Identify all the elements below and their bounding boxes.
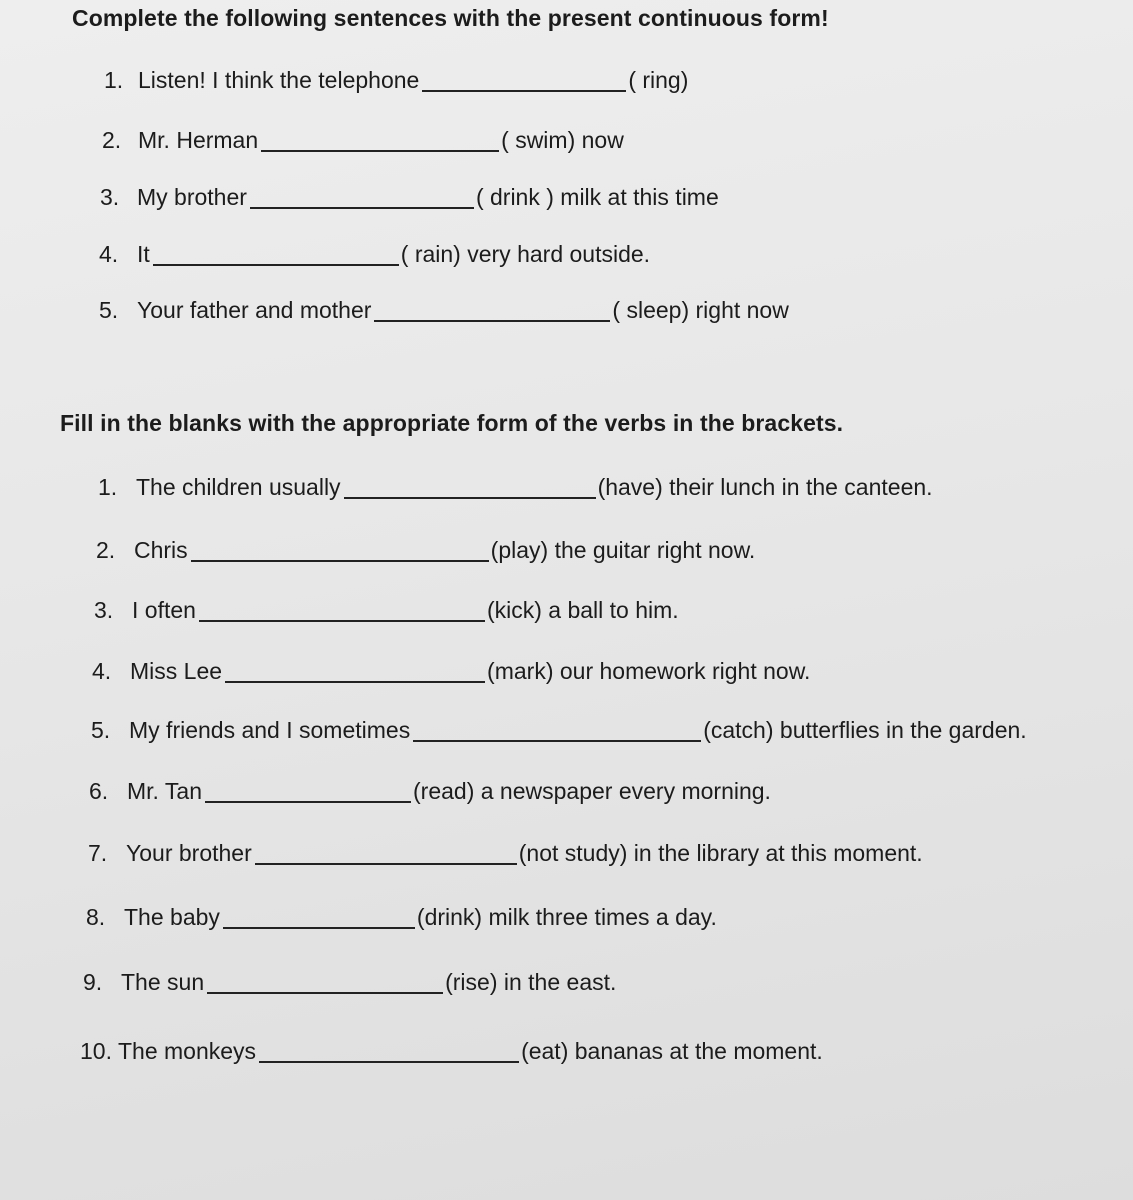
section-2-heading: Fill in the blanks with the appropriate form of the verbs in the brackets. [60, 410, 844, 436]
section-2-item-9 [83, 966, 616, 996]
item-text-after: ( ring) [628, 67, 689, 93]
item-text-after: (have) their lunch in the canteen. [597, 474, 933, 500]
item-text-before: Chris [134, 537, 188, 563]
section-2-item-4 [92, 655, 810, 685]
item-text-after: (drink) milk three times a day. [416, 904, 717, 930]
item-text-before: Mr. Tan [127, 778, 202, 804]
item-number: 2. [102, 127, 122, 153]
item-text-before: Your father and mother [137, 297, 372, 323]
answer-blank[interactable] [422, 68, 626, 92]
answer-blank[interactable] [153, 242, 399, 266]
item-number: 3. [100, 184, 120, 210]
item-number: 10. [80, 1038, 112, 1064]
section-2-item-3 [94, 594, 679, 624]
item-text-before: My friends and I sometimes [129, 717, 411, 743]
item-text-before: My brother [137, 184, 247, 210]
item-text-after: (play) the guitar right now. [490, 537, 756, 563]
item-text-before: The baby [124, 904, 220, 930]
item-text-after: ( rain) very hard outside. [400, 241, 651, 267]
item-text-before: Listen! I think the telephone [138, 67, 420, 93]
item-number: 3. [94, 597, 114, 623]
section-2-item-2 [96, 534, 755, 564]
item-number: 4. [92, 658, 112, 684]
item-text-after: (kick) a ball to him. [486, 597, 679, 623]
answer-blank[interactable] [344, 475, 596, 499]
answer-blank[interactable] [259, 1039, 519, 1063]
answer-blank[interactable] [250, 185, 474, 209]
item-number: 4. [99, 241, 119, 267]
answer-blank[interactable] [223, 905, 415, 929]
answer-blank[interactable] [413, 718, 701, 742]
item-number: 7. [88, 840, 108, 866]
section-2-item-6 [89, 775, 771, 805]
item-number: 6. [89, 778, 109, 804]
item-text-after: (eat) bananas at the moment. [521, 1038, 823, 1064]
section-1-item-3 [100, 181, 719, 211]
section-2-item-7 [88, 837, 923, 867]
answer-blank[interactable] [205, 779, 411, 803]
section-1-item-4 [99, 238, 650, 268]
item-text-before: The monkeys [118, 1038, 257, 1064]
item-number: 1. [98, 474, 118, 500]
answer-blank[interactable] [199, 598, 485, 622]
item-text-after: ( sleep) right now [612, 297, 789, 323]
item-text-before: It [137, 241, 150, 267]
section-1-heading: Complete the following sentences with the present continuous form! [72, 5, 829, 31]
item-text-before: The sun [121, 969, 205, 995]
item-number: 5. [99, 297, 119, 323]
item-text-before: I often [132, 597, 196, 623]
section-2-item-5 [91, 714, 1027, 744]
item-text-after: ( swim) now [501, 127, 624, 153]
answer-blank[interactable] [255, 841, 517, 865]
item-text-before: The children usually [136, 474, 341, 500]
item-number: 5. [91, 717, 111, 743]
item-text-after: (read) a newspaper every morning. [413, 778, 771, 804]
item-text-after: (catch) butterflies in the garden. [703, 717, 1027, 743]
item-number: 9. [83, 969, 103, 995]
item-number: 8. [86, 904, 106, 930]
section-2-item-8 [86, 901, 717, 931]
item-text-after: ( drink ) milk at this time [475, 184, 719, 210]
item-text-after: (mark) our homework right now. [487, 658, 811, 684]
item-text-after: (rise) in the east. [445, 969, 617, 995]
item-text-before: Your brother [126, 840, 252, 866]
answer-blank[interactable] [374, 298, 610, 322]
answer-blank[interactable] [225, 659, 485, 683]
item-text-after: (not study) in the library at this moment. [518, 840, 923, 866]
item-number: 2. [96, 537, 116, 563]
answer-blank[interactable] [261, 128, 499, 152]
section-2-item-1 [98, 471, 933, 501]
section-1-item-1 [104, 64, 688, 94]
section-2-item-10 [80, 1035, 823, 1065]
answer-blank[interactable] [191, 538, 489, 562]
item-number: 1. [104, 67, 124, 93]
answer-blank[interactable] [207, 970, 443, 994]
section-1-item-2 [102, 124, 624, 154]
item-text-before: Miss Lee [130, 658, 223, 684]
item-text-before: Mr. Herman [138, 127, 259, 153]
section-1-item-5 [99, 294, 789, 324]
